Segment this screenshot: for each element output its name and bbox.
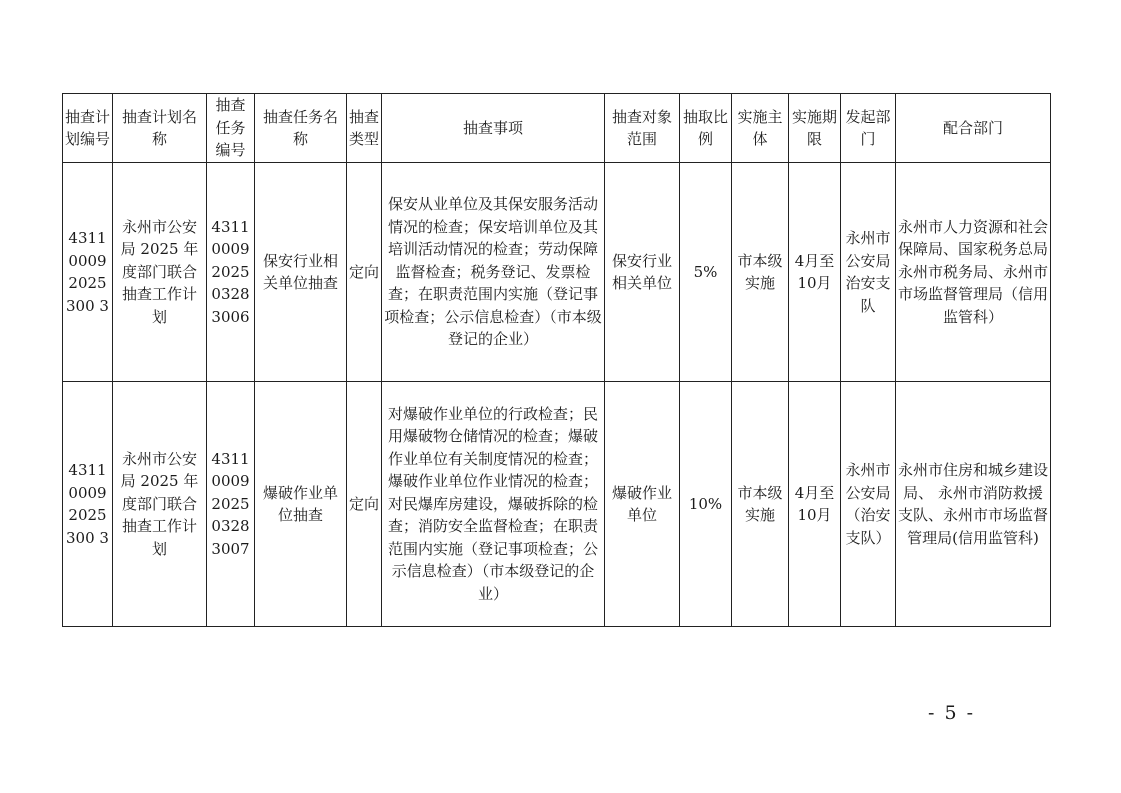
header-plan-no: 抽查计划编号 [63, 94, 113, 163]
cell-body: 市本级实施 [732, 382, 789, 627]
header-ratio: 抽取比例 [680, 94, 732, 163]
cell-plan-name: 永州市公安局 2025 年度部门联合抽查工作计划 [113, 382, 207, 627]
cell-task-no: 43110009202503283006 [207, 163, 255, 382]
header-task-no: 抽查任务编号 [207, 94, 255, 163]
header-plan-name: 抽查计划名称 [113, 94, 207, 163]
cell-plan-name: 永州市公安局 2025 年度部门联合抽查工作计划 [113, 163, 207, 382]
cell-cooperators: 永州市人力资源和社会保障局、国家税务总局永州市税务局、永州市市场监督管理局（信用监管科） [896, 163, 1051, 382]
header-task-name: 抽查任务名称 [255, 94, 347, 163]
cell-type: 定向 [347, 382, 382, 627]
header-cooperators: 配合部门 [896, 94, 1051, 163]
cell-initiator: 永州市公安局（治安支队） [841, 382, 896, 627]
header-scope: 抽查对象范围 [605, 94, 680, 163]
table-row [63, 163, 1051, 382]
cell-body: 市本级实施 [732, 163, 789, 382]
cell-initiator: 永州市公安局治安支队 [841, 163, 896, 382]
cell-scope: 保安行业相关单位 [605, 163, 680, 382]
cell-matters: 对爆破作业单位的行政检查；民用爆破物仓储情况的检查；爆破作业单位有关制度情况的检查；爆破作业单位作业情况的检查；对民爆库房建设，爆破拆除的检查；消防安全监督检查；在职责范围内实施（登记事项检查；公示信息检查）（市本级登记的企业） [382, 382, 605, 627]
spot-check-plan-table [62, 93, 1051, 627]
page-number: - 5 - [928, 702, 976, 724]
header-matters: 抽查事项 [382, 94, 605, 163]
cell-type: 定向 [347, 163, 382, 382]
cell-task-name: 爆破作业单位抽查 [255, 382, 347, 627]
header-row [63, 94, 1051, 163]
cell-task-no: 43110009202503283007 [207, 382, 255, 627]
header-initiator: 发起部门 [841, 94, 896, 163]
cell-ratio: 10% [680, 382, 732, 627]
cell-period: 4月至10月 [789, 163, 841, 382]
cell-scope: 爆破作业单位 [605, 382, 680, 627]
cell-cooperators: 永州市住房和城乡建设局、 永州市消防救援支队、永州市市场监督管理局(信用监管科) [896, 382, 1051, 627]
header-period: 实施期限 [789, 94, 841, 163]
cell-task-name: 保安行业相关单位抽查 [255, 163, 347, 382]
header-type: 抽查类型 [347, 94, 382, 163]
cell-plan-no: 431100092025300 3 [63, 163, 113, 382]
cell-ratio: 5% [680, 163, 732, 382]
header-body: 实施主体 [732, 94, 789, 163]
table-row [63, 382, 1051, 627]
cell-plan-no: 431100092025300 3 [63, 382, 113, 627]
cell-period: 4月至10月 [789, 382, 841, 627]
cell-matters: 保安从业单位及其保安服务活动情况的检查；保安培训单位及其培训活动情况的检查；劳动保障监督检查；税务登记、发票检查；在职责范围内实施（登记事项检查；公示信息检查）（市本级登记的企业） [382, 163, 605, 382]
